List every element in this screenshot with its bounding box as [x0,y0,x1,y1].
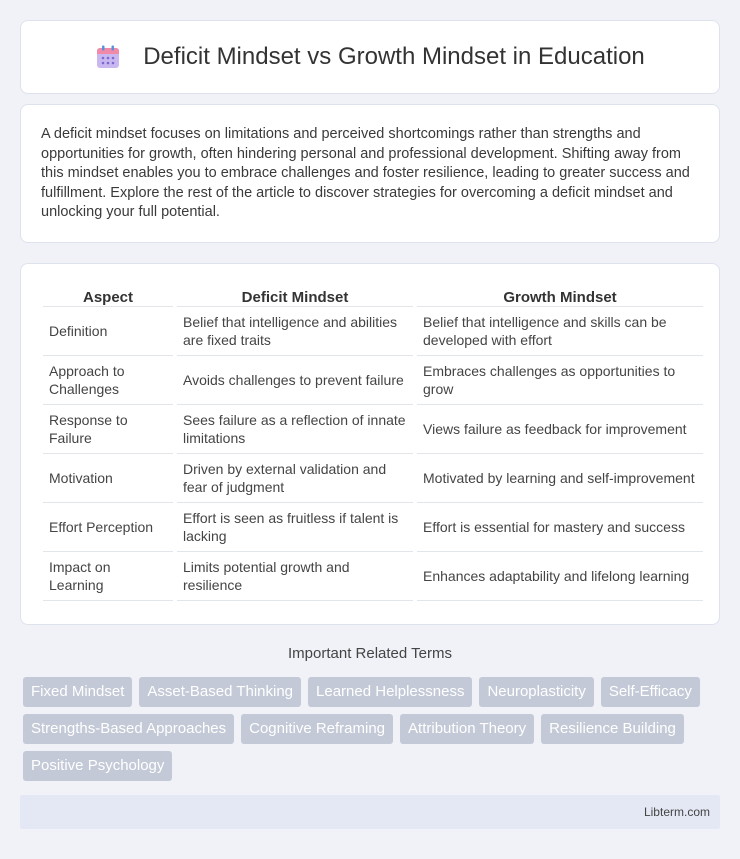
cell-growth: Effort is essential for mastery and success [417,503,703,552]
table-header-row [43,285,703,307]
tag-fixed-mindset[interactable]: Fixed Mindset [23,677,132,707]
tag-learned-helplessness[interactable]: Learned Helplessness [308,677,472,707]
cell-deficit: Sees failure as a reflection of innate limitations [177,405,413,454]
table-row [43,552,703,601]
tag-positive-psychology[interactable]: Positive Psychology [23,751,172,781]
cell-growth: Embraces challenges as opportunities to grow [417,356,703,405]
footer [20,795,720,829]
cell-aspect: Impact on Learning [43,552,173,601]
table-row [43,356,703,405]
cell-deficit: Driven by external validation and fear of judgment [177,454,413,503]
cell-growth: Views failure as feedback for improvement [417,405,703,454]
table-row [43,307,703,356]
cell-aspect: Response to Failure [43,405,173,454]
tag-asset-based-thinking[interactable]: Asset-Based Thinking [139,677,301,707]
tag-self-efficacy[interactable]: Self-Efficacy [601,677,700,707]
cell-growth: Motivated by learning and self-improvement [417,454,703,503]
cell-deficit: Limits potential growth and resilience [177,552,413,601]
tag-attribution-theory[interactable]: Attribution Theory [400,714,534,744]
intro-card [20,104,720,243]
column-header-growth: Growth Mindset [417,285,703,307]
page-title: Deficit Mindset vs Growth Mindset in Education [143,43,645,70]
cell-deficit: Belief that intelligence and abilities are fixed traits [177,307,413,356]
cell-aspect: Approach to Challenges [43,356,173,405]
cell-aspect: Effort Perception [43,503,173,552]
title-card [20,20,720,94]
cell-growth: Belief that intelligence and skills can be developed with effort [417,307,703,356]
intro-paragraph: A deficit mindset focuses on limitations and perceived shortcomings rather than strengths and opportunities for growth, often hindering personal and professional development. Shifting away from this mindset enables you to embrace challenges and foster resilience, leading to greater success and fulfillment. Explore the rest of the article to discover strategies for overcoming a deficit mindset and unlocking your full potential. [41,126,690,221]
column-header-deficit: Deficit Mindset [177,285,413,307]
tag-cognitive-reframing[interactable]: Cognitive Reframing [241,714,393,744]
comparison-table [39,285,707,601]
footer-site-link[interactable]: Libterm.com [643,805,710,819]
cell-growth: Enhances adaptability and lifelong learning [417,552,703,601]
cell-aspect: Definition [43,307,173,356]
cell-deficit: Avoids challenges to prevent failure [177,356,413,405]
table-row [43,405,703,454]
tag-resilience-building[interactable]: Resilience Building [541,714,684,744]
cell-deficit: Effort is seen as fruitless if talent is lacking [177,503,413,552]
column-header-aspect: Aspect [43,285,173,307]
table-row [43,503,703,552]
related-terms-heading: Important Related Terms [288,645,452,662]
table-row [43,454,703,503]
tag-neuroplasticity[interactable]: Neuroplasticity [479,677,593,707]
cell-aspect: Motivation [43,454,173,503]
related-terms-list [23,677,713,781]
calendar-grid-icon [95,44,121,70]
comparison-card [20,263,720,625]
tag-strengths-based-approaches[interactable]: Strengths-Based Approaches [23,714,234,744]
